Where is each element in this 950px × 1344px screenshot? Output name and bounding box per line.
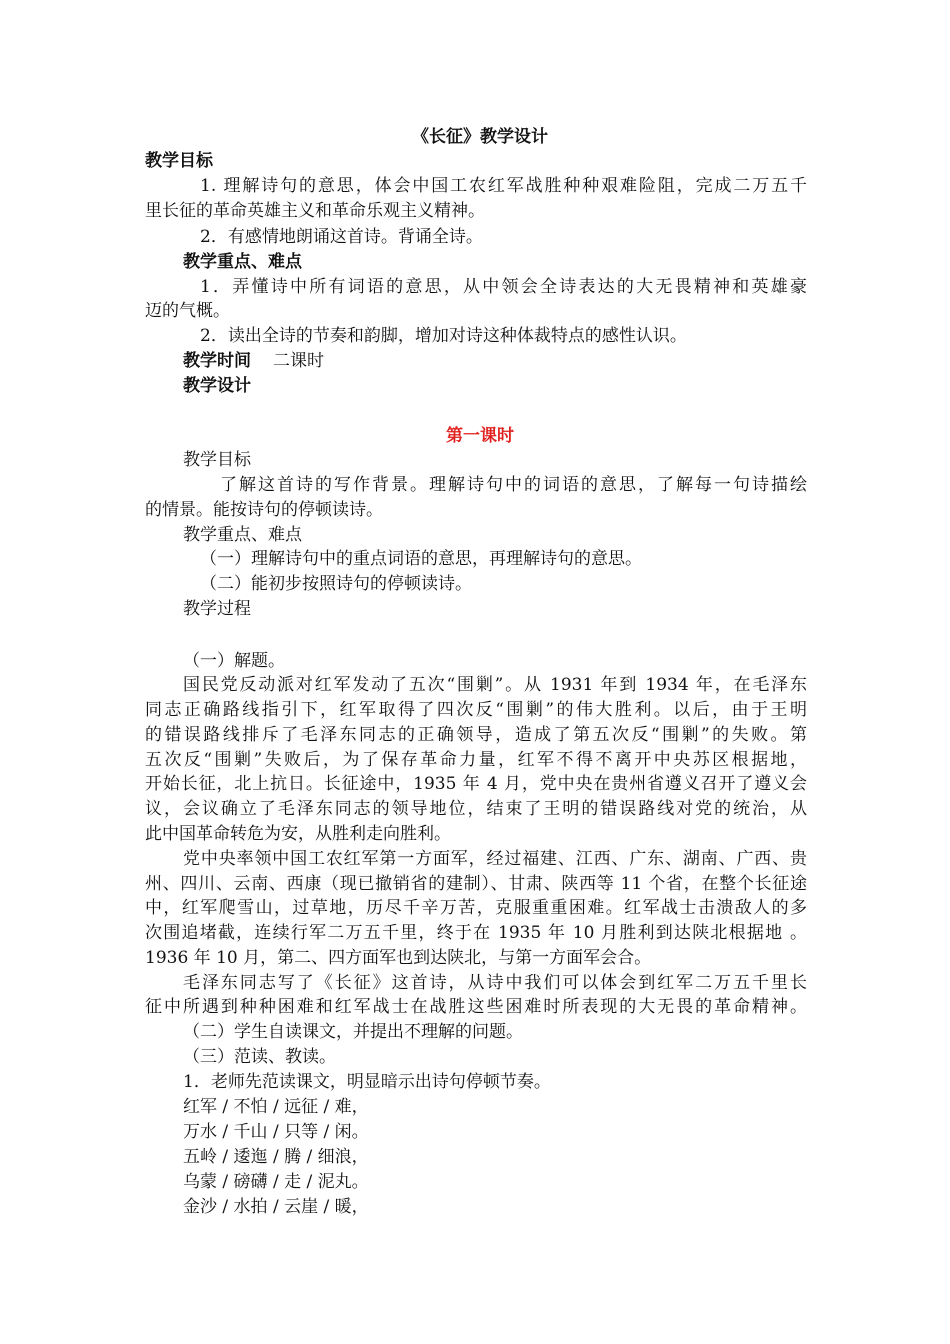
lesson1-objective-line: 的情景。能按诗句的停顿读诗。 [145,500,383,520]
para1-line: 的错误路线排斥了毛泽东同志的正确领导，造成了第五次反“围剿”的失败。第 [145,725,807,745]
poem-line: 乌蒙 / 磅礴 / 走 / 泥丸。 [183,1172,369,1192]
para1-line: 同志正确路线指引下，红军取得了四次反“围剿”的伟大胜利。以后，由于王明 [145,700,807,720]
para3-line: 征中所遇到种种困难和红军战士在战胜这些困难时所表现的大无畏的革命精神。 [145,997,807,1017]
teaching-time-heading: 教学时间 [183,351,251,371]
step3-heading: （三）范读、教读。 [183,1047,336,1067]
para1-line: 此中国革命转危为安，从胜利走向胜利。 [145,824,451,844]
key-point-line: 2．读出全诗的节奏和韵脚，增加对诗这种体裁特点的感性认识。 [200,326,687,346]
para2-line: 中，红军爬雪山，过草地，历尽千辛万苦，克服重重困难。红军战士击溃敌人的多 [145,898,807,918]
objective-line: 里长征的革命英雄主义和革命乐观主义精神。 [145,201,485,221]
key-point-line: 1．弄懂诗中所有词语的意思，从中领会全诗表达的大无畏精神和英雄豪 [200,277,807,297]
key-point-line: 迈的气概。 [145,301,230,321]
teaching-design-heading: 教学设计 [183,376,251,396]
para2-line: 党中央率领中国工农红军第一方面军，经过福建、江西、广东、湖南、广西、贵 [183,849,807,869]
lesson1-key-points-heading: 教学重点、难点 [183,525,302,545]
lesson1-key-point-line: （一）理解诗句中的重点词语的意思，再理解诗句的意思。 [200,549,642,569]
para2-line: 州、四川、云南、西康（现已撤销省的建制）、甘肃、陕西等 11 个省，在整个长征途 [145,874,807,894]
poem-line: 红军 / 不怕 / 远征 / 难， [183,1097,369,1117]
key-points-heading: 教学重点、难点 [183,252,302,272]
lesson1-objectives-heading: 教学目标 [183,450,251,470]
teaching-time-row [183,349,853,373]
objective-line: 1. 理解诗句的意思，体会中国工农红军战胜种种艰难险阻，完成二万五千 [200,176,807,196]
para2-line: 1936 年 10 月，第二、四方面军也到达陕北，与第一方面军会合。 [145,948,652,968]
process-heading: 教学过程 [183,599,251,619]
lesson1-objective-line: 了解这首诗的写作背景。理解诗句中的词语的意思，了解每一句诗描绘 [220,475,807,495]
step3-item: 1．老师先范读课文，明显暗示出诗句停顿节奏。 [183,1072,551,1092]
para1-line: 议，会议确立了毛泽东同志的领导地位，结束了王明的错误路线对党的统治，从 [145,799,807,819]
para2-line: 次围追堵截，连续行军二万五千里，终于在 1935 年 10 月胜利到达陕北根据地 。 [145,923,807,943]
para1-line: 五次反“围剿”失败后，为了保存革命力量，红军不得不离开中央苏区根据地， [145,750,807,770]
para1-line: 开始长征，北上抗日。长征途中，1935 年 4 月，党中央在贵州省遵义召开了遵义会 [145,774,807,794]
poem-line: 万水 / 千山 / 只等 / 闲。 [183,1122,369,1142]
step1-heading: （一）解题。 [183,651,285,671]
objective-line: 2．有感情地朗诵这首诗。背诵全诗。 [200,227,483,247]
objectives-heading: 教学目标 [145,151,213,171]
para3-line: 毛泽东同志写了《长征》这首诗，从诗中我们可以体会到红军二万五千里长 [183,973,807,993]
poem-line: 五岭 / 逶迤 / 腾 / 细浪， [183,1147,369,1167]
document-title: 《长征》教学设计 [412,127,548,147]
step2-heading: （二）学生自读课文，并提出不理解的问题。 [183,1022,523,1042]
lesson1-title: 第一课时 [446,426,514,446]
para1-line: 国民党反动派对红军发动了五次“围剿”。从 1931 年到 1934 年，在毛泽东 [183,675,807,695]
lesson1-key-point-line: （二）能初步按照诗句的停顿读诗。 [200,574,472,594]
poem-line: 金沙 / 水拍 / 云崖 / 暖， [183,1197,369,1217]
teaching-time-value: 二课时 [273,351,324,371]
